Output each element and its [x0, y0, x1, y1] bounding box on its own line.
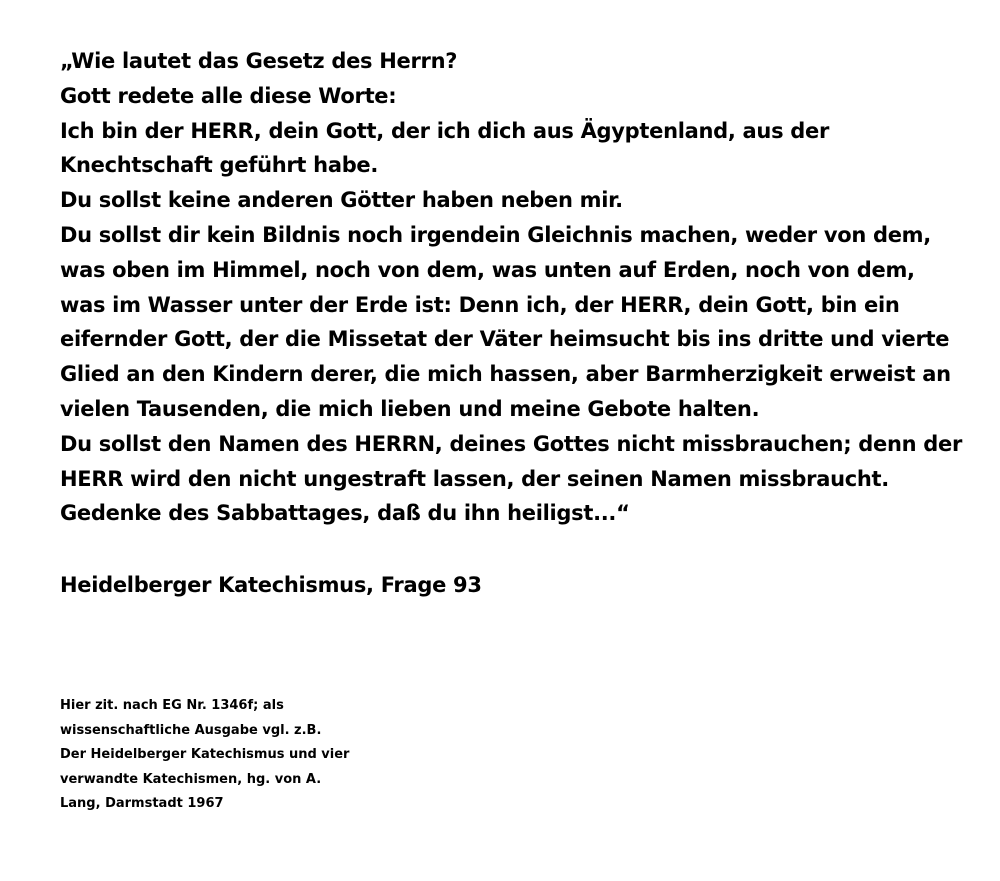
- quote-line: was oben im Himmel, noch von dem, was unten auf Erden, noch von dem,: [60, 257, 915, 282]
- quote-line: „Wie lautet das Gesetz des Herrn?: [60, 49, 458, 73]
- quote-line: Ich bin der HERR, dein Gott, der ich dich aus Ägyptenland, aus der: [60, 118, 830, 143]
- quote-line: Knechtschaft geführt habe.: [60, 153, 379, 178]
- quote-line: vielen Tausenden, die mich lieben und meine Gebote halten.: [60, 396, 760, 421]
- quote-line: Du sollst keine anderen Götter haben neben mir.: [60, 188, 623, 213]
- source-citation: Heidelberger Katechismus, Frage 93: [60, 573, 482, 597]
- footnote-line: wissenschaftliche Ausgabe vgl. z.B.: [60, 722, 322, 738]
- quote-line: Du sollst dir kein Bildnis noch irgendein Gleichnis machen, weder von dem,: [60, 222, 931, 247]
- footnote-line: Der Heidelberger Katechismus und vier: [60, 747, 350, 762]
- quote-line: Gott redete alle diese Worte:: [60, 83, 397, 108]
- quote-line: Glied an den Kindern derer, die mich hassen, aber Barmherzigkeit erweist an: [60, 362, 951, 387]
- quote-line: eifernder Gott, der die Missetat der Väter heimsucht bis ins dritte und vierte: [60, 327, 950, 352]
- quote-line: Gedenke des Sabbattages, daß du ihn heiligst...“: [60, 501, 630, 526]
- footnote-line: Lang, Darmstadt 1967: [60, 796, 224, 811]
- footnote: [60, 694, 380, 817]
- quote-line: HERR wird den nicht ungestraft lassen, der seinen Namen missbraucht.: [60, 466, 889, 491]
- quote-line: was im Wasser unter der Erde ist: Denn ich, der HERR, dein Gott, bin ein: [60, 292, 900, 317]
- footnote-line: verwandte Katechismen, hg. von A.: [60, 771, 322, 787]
- quote-text: [60, 44, 963, 531]
- quote-line: Du sollst den Namen des HERRN, deines Gottes nicht missbrauchen; denn der: [60, 431, 963, 456]
- footnote-line: Hier zit. nach EG Nr. 1346f; als: [60, 698, 284, 713]
